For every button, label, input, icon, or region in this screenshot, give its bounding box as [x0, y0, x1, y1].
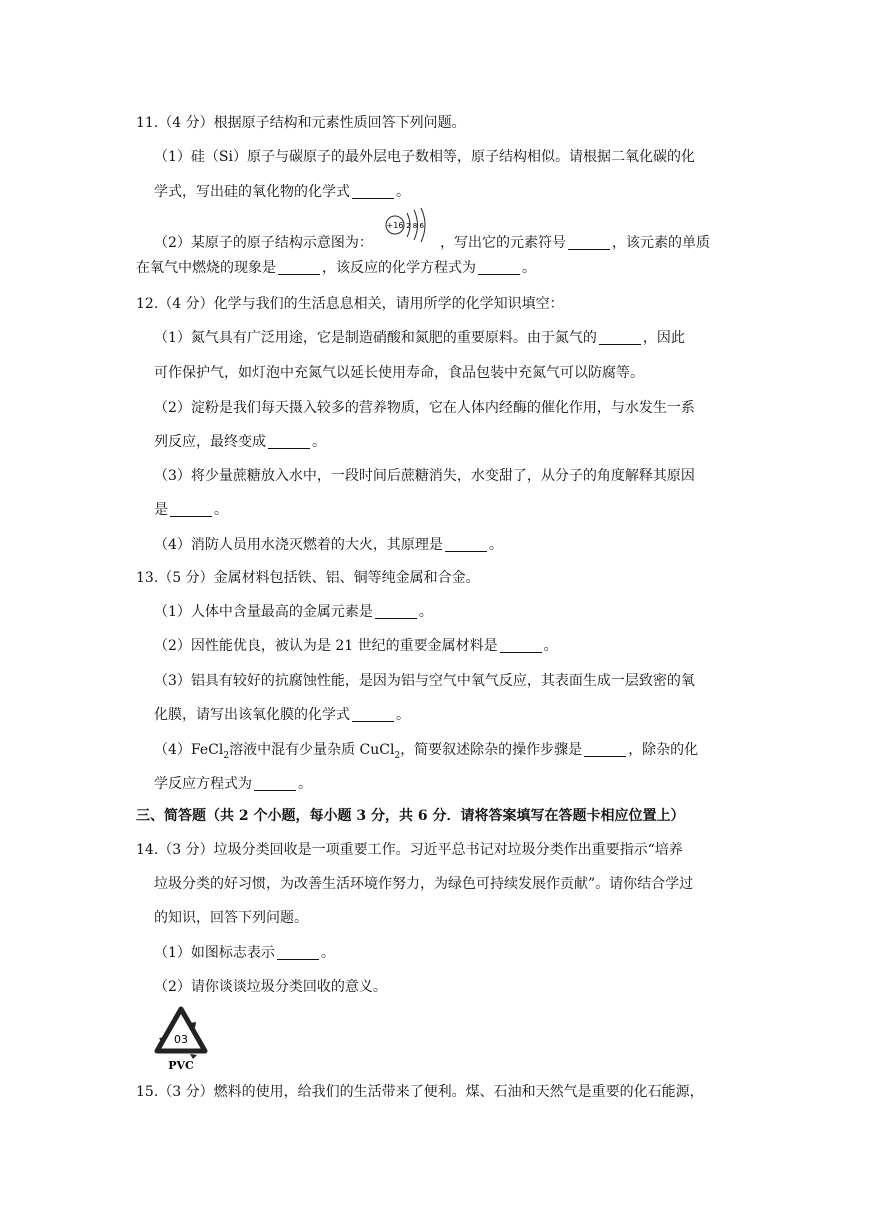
q12-part1-line2: 可作保护气，如灯泡中充氮气以延长使用寿命，食品包装中充氮气可以防腐等。 [154, 365, 644, 381]
q14-part1: （1）如图标志表示 。 [154, 945, 335, 961]
q13-part4-line1: （4）FeCl$_2$溶液中混有少量杂质 CuCl$_2$，简要叙述除杂的操作步骤是 ，除杂的化 [154, 742, 699, 761]
q14-line1: 14.（3 分）垃圾分类回收是一项重要工作。习近平总书记对垃圾分类作出重要指示“培养 [136, 842, 683, 858]
q13-part3-line1: （3）铝具有较好的抗腐蚀性能，是因为铝与空气中氧气反应，其表面生成一层致密的氧 [154, 673, 695, 689]
answer-blank[interactable] [584, 742, 626, 757]
q14-line3: 的知识，回答下列问题。 [154, 910, 308, 926]
answer-blank[interactable] [445, 537, 487, 552]
q13-title: 13.（5 分）金属材料包括铁、铝、铜等纯金属和合金。 [136, 570, 480, 586]
q11-part2-line1-a: （2）某原子的原子结构示意图为： [154, 235, 373, 251]
section3-heading: 三、简答题（共 2 个小题，每小题 3 分，共 6 分．请将答案填写在答题卡相应位置上） [136, 808, 685, 824]
answer-blank[interactable] [478, 260, 520, 275]
answer-blank[interactable] [278, 260, 320, 275]
pvc-recycling-icon [150, 1003, 212, 1073]
q12-title: 12.（4 分）化学与我们的生活息息相关，请用所学的化学知识填空： [136, 296, 564, 312]
q11-part1-line1: （1）硅（Si）原子与碳原子的最外层电子数相等，原子结构相似。请根据二氧化碳的化 [154, 149, 695, 165]
answer-blank[interactable] [170, 502, 212, 517]
q13-part1: （1）人体中含量最高的金属元素是 。 [154, 604, 433, 620]
atom-structure-diagram [384, 207, 436, 243]
q11-part2-line1-b: ，写出它的元素符号 ，该元素的单质 [440, 235, 710, 251]
recycle-number: 03 [174, 1033, 188, 1046]
q12-part3-line1: （3）将少量蔗糖放入水中，一段时间后蔗糖消失，水变甜了，从分子的角度解释其原因 [154, 468, 695, 484]
q11-part2-line2: 在氧气中燃烧的现象是 ，该反应的化学方程式为 。 [136, 260, 536, 276]
q13-part3-line2: 化膜，请写出该氧化膜的化学式 。 [154, 707, 410, 723]
q13-part4-line2: 学反应方程式为 。 [154, 776, 312, 792]
q12-part2-line2: 列反应，最终变成 。 [154, 434, 326, 450]
recycle-label: PVC [168, 1059, 194, 1072]
answer-blank[interactable] [568, 235, 610, 250]
q11-title: 11.（4 分）根据原子结构和元素性质回答下列问题。 [136, 115, 466, 131]
answer-blank[interactable] [599, 330, 641, 345]
answer-blank[interactable] [277, 945, 319, 960]
q15-line1: 15.（3 分）燃料的使用，给我们的生活带来了便利。煤、石油和天然气是重要的化石能源， [136, 1084, 704, 1100]
answer-blank[interactable] [268, 434, 310, 449]
atom-nucleus-label: +16 [386, 221, 404, 230]
q12-part3-line2: 是 。 [154, 502, 228, 518]
answer-blank[interactable] [352, 184, 394, 199]
answer-blank[interactable] [352, 707, 394, 722]
answer-blank[interactable] [500, 638, 542, 653]
answer-blank[interactable] [375, 604, 417, 619]
q11-part1-line2: 学式，写出硅的氧化物的化学式 。 [154, 184, 410, 200]
q13-part2: （2）因性能优良，被认为是 21 世纪的重要金属材料是 。 [154, 638, 558, 654]
q14-line2: 垃圾分类的好习惯，为改善生活环境作努力，为绿色可持续发展作贡献”。请你结合学过 [154, 876, 694, 892]
answer-blank[interactable] [254, 776, 296, 791]
atom-shell-electrons: 2 8 6 [406, 222, 424, 230]
q12-part1-line1: （1）氮气具有广泛用途，它是制造硝酸和氮肥的重要原料。由于氮气的 ，因此 [154, 330, 685, 346]
q12-part2-line1: （2）淀粉是我们每天摄入较多的营养物质，它在人体内经酶的催化作用，与水发生一系 [154, 400, 695, 416]
q14-part2: （2）请你谈谈垃圾分类回收的意义。 [154, 979, 387, 995]
q12-part4: （4）消防人员用水浇灭燃着的大火，其原理是 。 [154, 537, 503, 553]
